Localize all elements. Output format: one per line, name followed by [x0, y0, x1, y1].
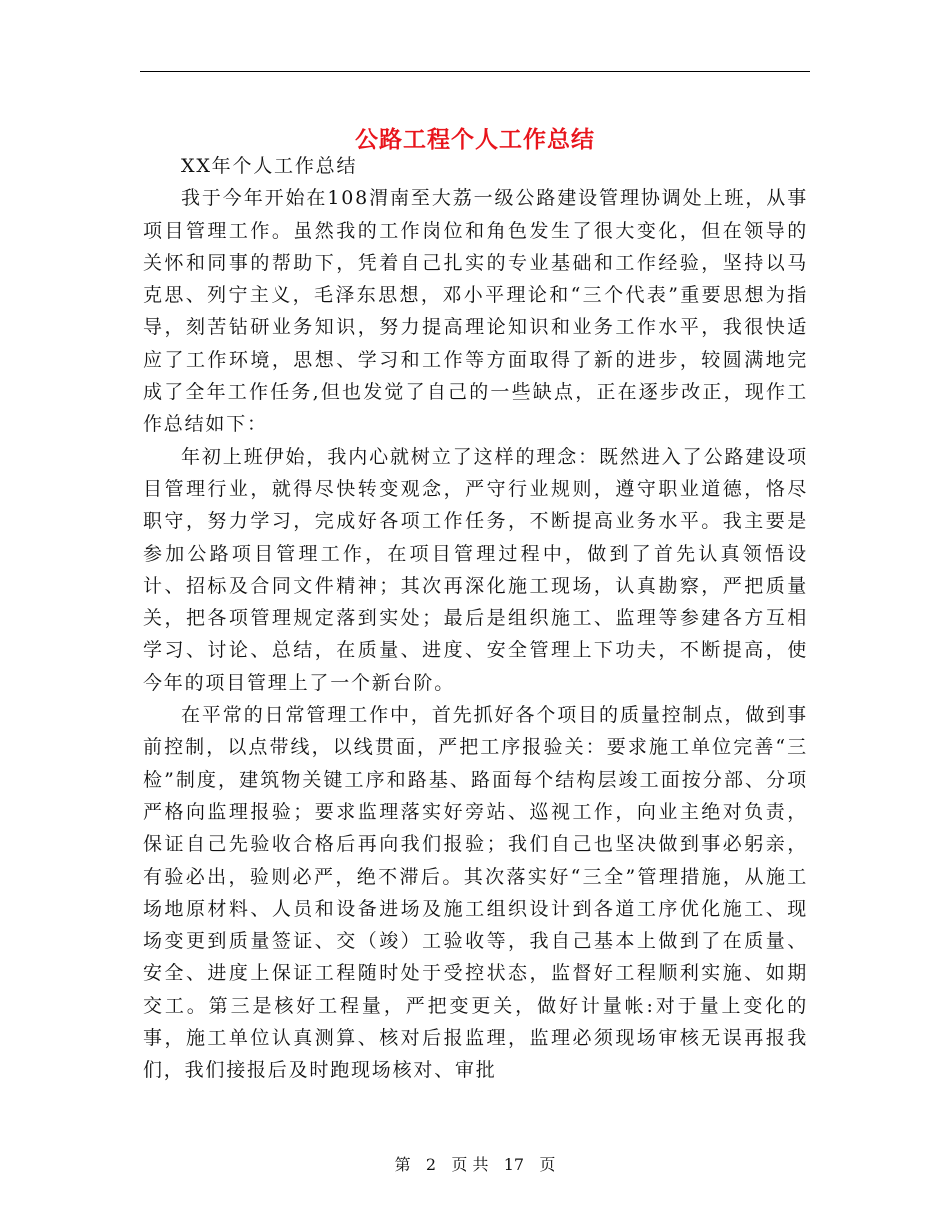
paragraph-intro: 我于今年开始在108渭南至大荔一级公路建设管理协调处上班，从事项目管理工作。虽然我的工作岗位和角色发生了很大变化，但在领导的关怀和同事的帮助下，凭着自己扎实的专业基础和工作经验，坚持以马克思、列宁主义，毛泽东思想，邓小平理论和“三个代表”重要思想为指导，刻苦钻研业务知识，努力提高理论知识和业务工作水平，我很快适应了工作环境，思想、学习和工作等方面取得了新的进步，较圆满地完成了全年工作任务,但也发觉了自己的一些缺点，正在逐步改正，现作工作总结如下：: [143, 187, 808, 436]
paragraph-daily-management: 在平常的日常管理工作中，首先抓好各个项目的质量控制点，做到事前控制，以点带线，以线贯面，严把工序报验关：要求施工单位完善“三检”制度，建筑物关键工序和路基、路面每个结构层竣工面按分部、分项严格向监理报验；要求监理落实好旁站、巡视工作，向业主绝对负责，保证自己先验收合格后再向我们报验；我们自己也坚决做到事必躬亲，有验必出，验则必严，绝不滞后。其次落实好“三全”管理措施，从施工场地原材料、人员和设备进场及施工组织设计到各道工序优化施工、现场变更到质量签证、交（竣）工验收等，我自己基本上做到了在质量、安全、进度上保证工程随时处于受控状态，监督好工程顺利实施、如期交工。第三是核好工程量，严把变更关，做好计量帐:对于量上变化的事，施工单位认真测算、核对后报监理，监理必须现场审核无误再报我们，我们接报后及时跑现场核对、审批: [143, 704, 808, 1082]
document-body: [143, 150, 808, 1087]
header-rule: [140, 71, 810, 72]
footer-suffix: 页: [539, 1155, 556, 1174]
paragraph-principles: 年初上班伊始，我内心就树立了这样的理念：既然进入了公路建设项目管理行业，就得尽快转变观念，严守行业规则，遵守职业道德，恪尽职守，努力学习，完成好各项工作任务，不断提高业务水平。我主要是参加公路项目管理工作，在项目管理过程中，做到了首先认真领悟设计、招标及合同文件精神；其次再深化施工现场，认真勘察，严把质量关，把各项管理规定落到实处；最后是组织施工、监理等参建各方互相学习、讨论、总结，在质量、进度、安全管理上下功夫，不断提高，使今年的项目管理上了一个新台阶。: [143, 445, 808, 694]
page-footer: [0, 1154, 950, 1176]
document-title: 公路工程个人工作总结: [355, 126, 595, 154]
footer-middle: 页 共: [451, 1155, 489, 1174]
footer-total-pages: 17: [503, 1155, 525, 1174]
footer-prefix: 第: [394, 1155, 411, 1174]
paragraph-subtitle: XX年个人工作总结: [181, 155, 358, 177]
footer-current-page: 2: [425, 1155, 437, 1174]
